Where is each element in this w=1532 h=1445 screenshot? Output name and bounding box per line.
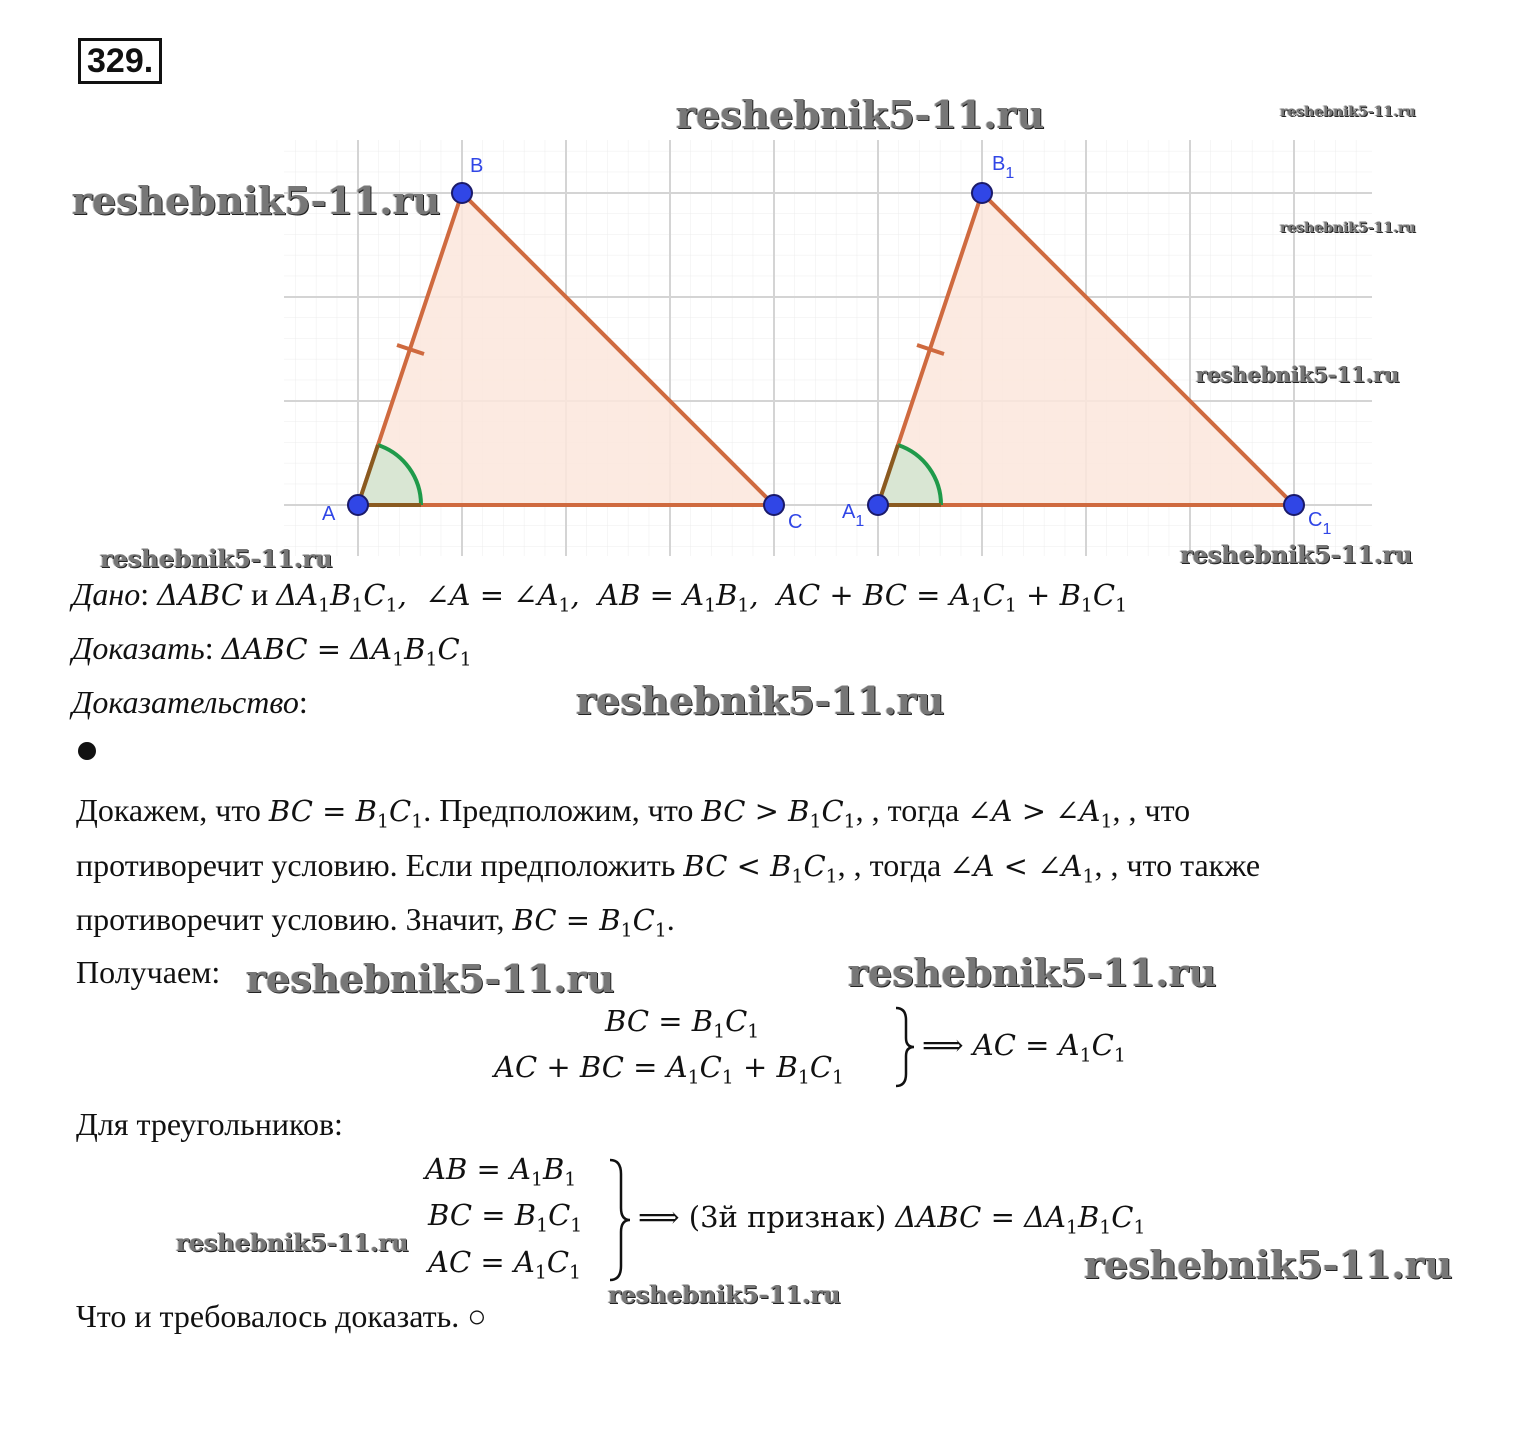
watermark: reshebnik5-11.ru [848, 950, 1217, 995]
triangles-figure [0, 0, 1532, 570]
label-a1: $A_1$ [842, 501, 865, 530]
label-a: A [322, 503, 336, 525]
watermark: reshebnik5-11.ru [246, 956, 615, 1001]
prove-line: Доказать: $\Delta ABC = \Delta A_1B_1C_1$ [72, 630, 472, 671]
eq-ac: AC = $A_1C_1$ [428, 1245, 582, 1284]
watermark: reshebnik5-11.ru [1084, 1242, 1453, 1287]
label-c: C [788, 511, 803, 533]
watermark: reshebnik5-11.ru [1180, 540, 1413, 569]
watermark: reshebnik5-11.ru [72, 178, 441, 223]
label-b: B [470, 155, 484, 177]
watermark: reshebnik5-11.ru [176, 1228, 409, 1257]
brace [606, 1158, 634, 1282]
watermark: reshebnik5-11.ru [1280, 220, 1416, 236]
point-c1 [1284, 495, 1304, 515]
problem-number: 329. [78, 38, 162, 84]
proof-label: Доказательство: [72, 684, 308, 720]
point-a [348, 495, 368, 515]
watermark: reshebnik5-11.ru [1196, 362, 1400, 387]
proof-line-3: противоречит условию. Значит, BC = $B_1C_1$. [76, 901, 675, 942]
label-b1: $B_1$ [992, 153, 1015, 182]
eq-bc: BC = $B_1C_1$ [605, 1004, 760, 1043]
proof-line-1: Докажем, что BC = $B_1C_1$. Предположим, что BC > $B_1C_1$, , тогда ∠A > $\angle A_1$, , что [76, 792, 1191, 833]
point-a1 [868, 495, 888, 515]
given-line: Дано: ΔABC и $\Delta A_1B_1C_1$, ∠A = $\angle A_1$, AB = $A_1B_1$, AC + BC = $A_1C_1 + B_1C_1$ [72, 576, 1128, 617]
point-b1 [972, 183, 992, 203]
eq-result-ac: ⟹ AC = $A_1C_1$ [922, 1028, 1126, 1067]
eq-bc-2: BC = $B_1C_1$ [428, 1198, 583, 1237]
bullet [78, 742, 96, 760]
watermark: reshebnik5-11.ru [676, 92, 1045, 137]
watermark: reshebnik5-11.ru [100, 544, 333, 573]
watermark: reshebnik5-11.ru [608, 1280, 841, 1309]
point-b [452, 183, 472, 203]
watermark: reshebnik5-11.ru [576, 678, 945, 723]
for-triangles-label: Для треугольников: [76, 1106, 343, 1142]
qed-line: Что и требовалось доказать. ○ [76, 1298, 487, 1334]
point-c [764, 495, 784, 515]
eq-ab: AB = $A_1B_1$ [425, 1152, 577, 1191]
watermark: reshebnik5-11.ru [1280, 104, 1416, 120]
eq-sum: AC + BC = $A_1C_1 + B_1C_1$ [494, 1050, 845, 1089]
obtain-label: Получаем: [76, 954, 221, 990]
proof-line-2: противоречит условию. Если предположить BC < $B_1C_1$, , тогда ∠A < $\angle A_1$, , что также [76, 847, 1261, 888]
brace [892, 1006, 918, 1088]
eq-conclusion: ⟹ (3й признак) $\Delta ABC = \Delta A_1B_1C_1$ [638, 1200, 1146, 1239]
label-c1: $C_1$ [1308, 509, 1332, 538]
